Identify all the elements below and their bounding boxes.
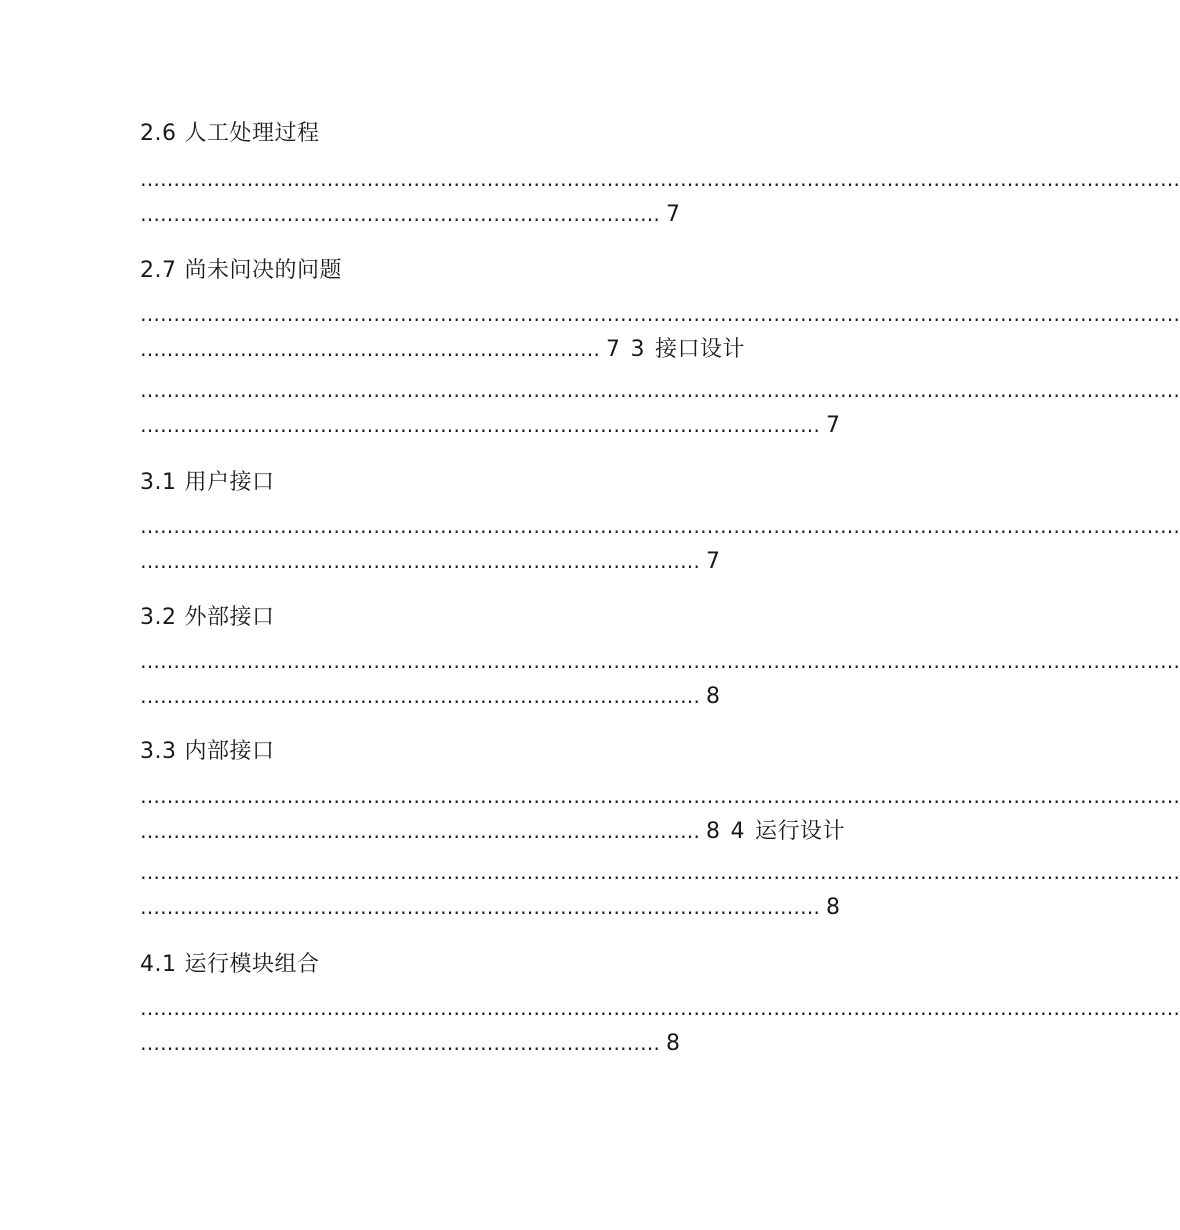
toc-entry-page: 7 (706, 549, 721, 574)
toc-leader-tail (140, 892, 841, 923)
toc-leader-tail (140, 681, 721, 712)
leader-dots: ………………………………………………………………………………………………………………………………………… (140, 784, 1180, 808)
leader-dots: …………………………………………………………………… (140, 202, 660, 226)
leader-dots: ………………………………………………………………………… (140, 549, 700, 573)
toc-leader-line (140, 646, 1180, 676)
toc-entry-heading (140, 737, 275, 767)
toc-entry-number: 3.1 (140, 470, 177, 495)
toc-entry-page: 7 (826, 413, 841, 438)
toc-entry-heading (140, 950, 320, 980)
toc-entry-number: 3.2 (140, 605, 177, 630)
toc-entry-page: 8 (706, 819, 721, 844)
toc-leader-line (140, 857, 1180, 887)
toc-entry-heading (140, 603, 275, 633)
toc-entry-number: 3 (630, 337, 645, 362)
toc-entry-heading (140, 119, 320, 149)
leader-dots: ………………………………………………………………………… (140, 684, 700, 708)
toc-entry-title: 用户接口 (184, 470, 275, 495)
leader-dots: ………………………………………………………………………………………… (140, 413, 820, 437)
toc-leader-line (140, 511, 1180, 541)
toc-entry-title: 接口设计 (655, 337, 746, 362)
toc-entry-number: 2.7 (140, 258, 177, 283)
toc-leader-tail (140, 410, 841, 441)
toc-leader-tail (140, 334, 745, 365)
leader-dots: ………………………………………………………………………………………………………………………………………… (140, 167, 1180, 191)
toc-entry-page: 7 (606, 337, 621, 362)
toc-entry-heading (140, 468, 275, 498)
leader-dots: ………………………………………………………………………………………………………………………………………… (140, 302, 1180, 326)
toc-entry-title: 外部接口 (184, 605, 275, 630)
toc-leader-tail (140, 1028, 681, 1059)
leader-dots: …………………………………………………………… (140, 337, 600, 361)
toc-entry-page: 8 (706, 684, 721, 709)
toc-entry-title: 尚未问决的问题 (184, 258, 343, 283)
toc-entry-number: 2.6 (140, 121, 177, 146)
leader-dots: …………………………………………………………………… (140, 1031, 660, 1055)
toc-entry-title: 运行模块组合 (184, 952, 320, 977)
toc-entry-number: 4.1 (140, 952, 177, 977)
toc-leader-line (140, 164, 1180, 194)
toc-leader-line (140, 299, 1180, 329)
leader-dots: ………………………………………………………………………………………………………………………………………… (140, 378, 1180, 402)
leader-dots: ………………………………………………………………………………………………………………………………………… (140, 996, 1180, 1020)
toc-entry-page: 8 (826, 895, 841, 920)
leader-dots: ………………………………………………………………………… (140, 819, 700, 843)
toc-entry-heading (140, 256, 342, 286)
toc-leader-line (140, 993, 1180, 1023)
toc-leader-tail (140, 546, 721, 577)
leader-dots: ………………………………………………………………………………………………………………………………………… (140, 649, 1180, 673)
toc-entry-page: 7 (666, 202, 681, 227)
toc-entry-title: 内部接口 (184, 739, 275, 764)
toc-leader-tail (140, 199, 681, 230)
leader-dots: ………………………………………………………………………………………… (140, 895, 820, 919)
leader-dots: ………………………………………………………………………………………………………………………………………… (140, 514, 1180, 538)
leader-dots: ………………………………………………………………………………………………………………………………………… (140, 860, 1180, 884)
toc-leader-tail (140, 816, 845, 847)
toc-leader-line (140, 375, 1180, 405)
toc-entry-number: 3.3 (140, 739, 177, 764)
toc-leader-line (140, 781, 1180, 811)
toc-entry-number: 4 (730, 819, 745, 844)
toc-entry-page: 8 (666, 1031, 681, 1056)
toc-entry-title: 运行设计 (755, 819, 846, 844)
toc-entry-title: 人工处理过程 (184, 121, 320, 146)
